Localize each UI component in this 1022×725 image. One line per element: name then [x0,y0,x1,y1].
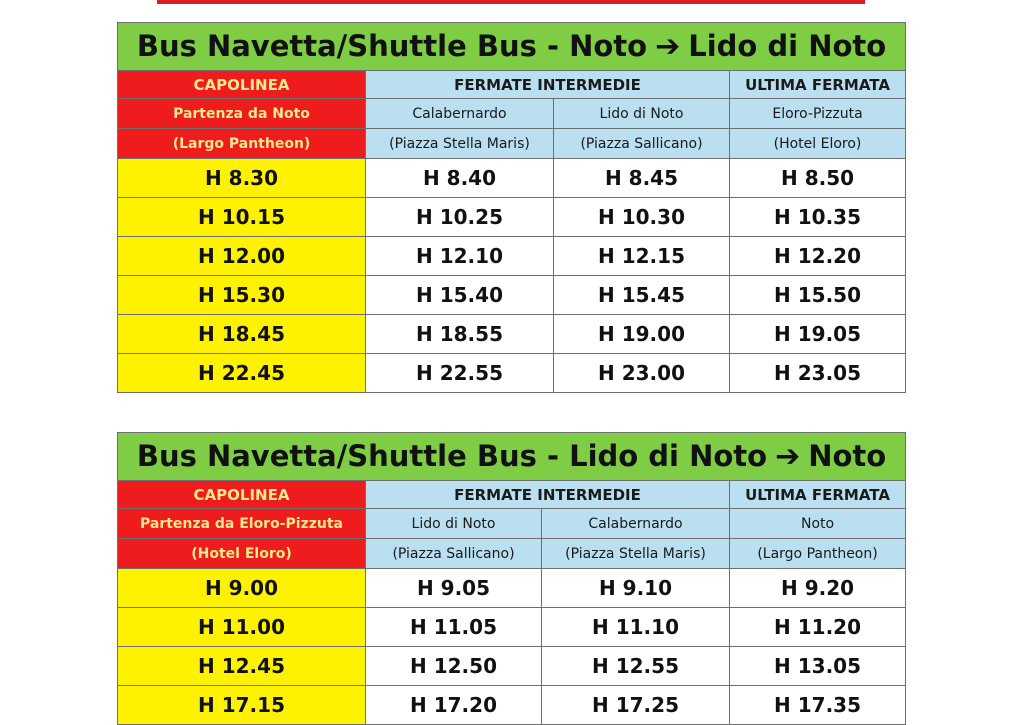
stop-name: Calabernardo [366,99,554,129]
title-destination: Lido di Noto [688,29,887,63]
time-cell: H 17.35 [730,686,906,725]
stop-name: Eloro-Pizzuta [730,99,906,129]
departure-time: H 22.45 [118,354,366,393]
stop-detail-row [118,129,906,159]
table-row [118,686,906,725]
capolinea-header: CAPOLINEA [118,481,366,509]
departure-time: H 12.45 [118,647,366,686]
time-cell: H 23.05 [730,354,906,393]
time-cell: H 15.50 [730,276,906,315]
departure-time: H 18.45 [118,315,366,354]
time-cell: H 19.00 [554,315,730,354]
timetable-noto-to-lido [117,22,906,393]
time-cell: H 10.35 [730,198,906,237]
time-cell: H 9.05 [366,569,542,608]
stop-detail: (Largo Pantheon) [730,539,906,569]
stop-name: Partenza da Eloro-Pizzuta [118,509,366,539]
intermediate-stops-header: FERMATE INTERMEDIE [366,71,730,99]
header-row [118,71,906,99]
timetable-lido-to-noto [117,432,906,725]
departure-time: H 10.15 [118,198,366,237]
capolinea-header: CAPOLINEA [118,71,366,99]
time-cell: H 11.20 [730,608,906,647]
stop-detail: (Piazza Stella Maris) [366,129,554,159]
stop-name-row [118,509,906,539]
last-stop-header: ULTIMA FERMATA [730,481,906,509]
time-cell: H 10.25 [366,198,554,237]
top-red-accent-bar [157,0,865,4]
time-cell: H 8.45 [554,159,730,198]
table-row [118,608,906,647]
table-row [118,354,906,393]
stop-name: Partenza da Noto [118,99,366,129]
table-row [118,159,906,198]
time-cell: H 23.00 [554,354,730,393]
table-row [118,315,906,354]
stop-name-row [118,99,906,129]
time-cell: H 10.30 [554,198,730,237]
time-cell: H 17.25 [542,686,730,725]
table-row [118,237,906,276]
departure-time: H 17.15 [118,686,366,725]
intermediate-stops-header: FERMATE INTERMEDIE [366,481,730,509]
header-row [118,481,906,509]
stop-detail: (Largo Pantheon) [118,129,366,159]
title-origin: Bus Navetta/Shuttle Bus - Noto [136,29,648,63]
right-arrow-icon: ➔ [775,439,801,474]
time-cell: H 12.20 [730,237,906,276]
time-cell: H 9.10 [542,569,730,608]
time-cell: H 11.10 [542,608,730,647]
stop-name: Calabernardo [542,509,730,539]
time-cell: H 12.10 [366,237,554,276]
stop-detail: (Hotel Eloro) [730,129,906,159]
title-origin: Bus Navetta/Shuttle Bus - Lido di Noto [136,439,768,473]
time-cell: H 17.20 [366,686,542,725]
stop-detail: (Piazza Sallicano) [366,539,542,569]
departure-time: H 15.30 [118,276,366,315]
time-cell: H 9.20 [730,569,906,608]
right-arrow-icon: ➔ [655,29,681,64]
time-cell: H 8.40 [366,159,554,198]
time-cell: H 22.55 [366,354,554,393]
stop-detail-row [118,539,906,569]
stop-name: Lido di Noto [366,509,542,539]
time-cell: H 19.05 [730,315,906,354]
title-row [118,433,906,481]
stop-detail: (Hotel Eloro) [118,539,366,569]
departure-time: H 9.00 [118,569,366,608]
departure-time: H 11.00 [118,608,366,647]
departure-time: H 8.30 [118,159,366,198]
table-row [118,276,906,315]
time-cell: H 12.15 [554,237,730,276]
stop-detail: (Piazza Stella Maris) [542,539,730,569]
departure-time: H 12.00 [118,237,366,276]
stop-detail: (Piazza Sallicano) [554,129,730,159]
title-row [118,23,906,71]
time-cell: H 11.05 [366,608,542,647]
timetable-title [118,23,906,71]
time-cell: H 12.55 [542,647,730,686]
time-cell: H 15.45 [554,276,730,315]
time-cell: H 18.55 [366,315,554,354]
table-row [118,647,906,686]
stop-name: Lido di Noto [554,99,730,129]
table-row [118,198,906,237]
time-cell: H 8.50 [730,159,906,198]
time-cell: H 13.05 [730,647,906,686]
title-destination: Noto [808,439,887,473]
table-row [118,569,906,608]
time-cell: H 12.50 [366,647,542,686]
timetable-title [118,433,906,481]
time-cell: H 15.40 [366,276,554,315]
last-stop-header: ULTIMA FERMATA [730,71,906,99]
stop-name: Noto [730,509,906,539]
